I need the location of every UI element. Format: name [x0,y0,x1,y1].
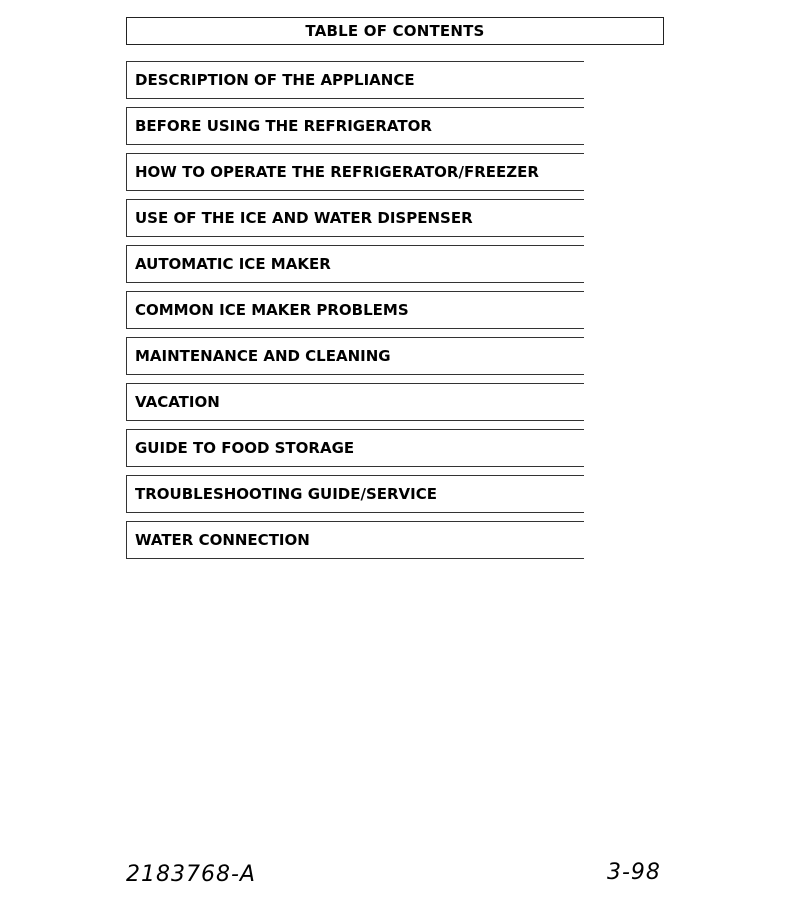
toc-item-water-connection[interactable]: WATER CONNECTION [126,521,584,559]
document-date: 3-98 [607,860,661,885]
document-number: 2183768-A [126,862,256,887]
toc-item-how-to-operate[interactable]: HOW TO OPERATE THE REFRIGERATOR/FREEZER [126,153,584,191]
toc-item-maintenance-and-cleaning[interactable]: MAINTENANCE AND CLEANING [126,337,584,375]
toc-item-troubleshooting-guide-service[interactable]: TROUBLESHOOTING GUIDE/SERVICE [126,475,584,513]
toc-item-guide-to-food-storage[interactable]: GUIDE TO FOOD STORAGE [126,429,584,467]
toc-title: TABLE OF CONTENTS [126,17,664,45]
toc-item-before-using-the-refrigerator[interactable]: BEFORE USING THE REFRIGERATOR [126,107,584,145]
toc-item-ice-and-water-dispenser[interactable]: USE OF THE ICE AND WATER DISPENSER [126,199,584,237]
toc-list [126,61,584,567]
toc-item-vacation[interactable]: VACATION [126,383,584,421]
toc-item-automatic-ice-maker[interactable]: AUTOMATIC ICE MAKER [126,245,584,283]
toc-item-description-of-the-appliance[interactable]: DESCRIPTION OF THE APPLIANCE [126,61,584,99]
toc-item-common-ice-maker-problems[interactable]: COMMON ICE MAKER PROBLEMS [126,291,584,329]
